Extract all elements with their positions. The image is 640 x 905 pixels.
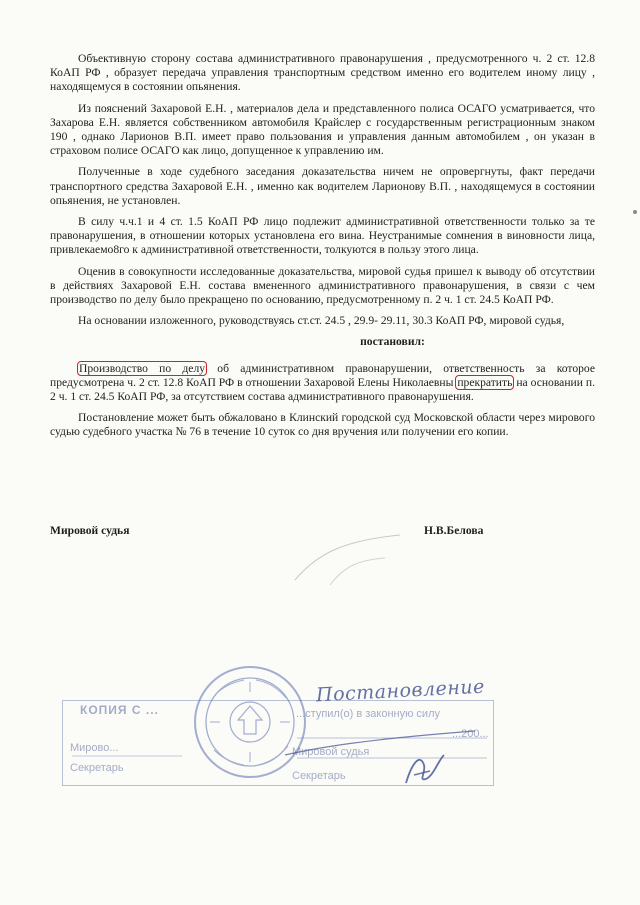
document-body — [50, 52, 595, 447]
stamp-judge-label-left: Мирово... — [70, 742, 119, 754]
paragraph-ruling — [50, 362, 595, 405]
paragraph-evidence: Полученные в ходе судебного заседания доказательства ничем не опровергнуты, факт передачи транспортного средства Захаровой Е.Н. , именно как водителем Ларионову В.П. , находящемуся в состоянии опьянения, не установлен. — [50, 165, 595, 207]
signature-name: Н.В.Белова — [424, 524, 484, 537]
stamp-entered-force: ...ступил(о) в законную силу — [296, 708, 440, 720]
paragraph-explanations: Из пояснений Захаровой Е.Н. , материалов дела и представленного полиса ОСАГО усматривается, что Захарова Е.Н. является собственником автомобиля Крайслер с государственным регистрационным знаком 190 , однако Ларионов В.П. имеет право пользования и управления данным автомобилем , он указан в страховом полисе ОСАГО как лицо, допущенное к управлению им. — [50, 101, 595, 158]
paragraph-grounds: На основании изложенного, руководствуясь ст.ст. 24.5 , 29.9- 29.11, 30.3 КоАП РФ, мировой судья, — [78, 314, 565, 328]
stamp-ink-strokes — [280, 725, 480, 765]
paragraph-appeal: Постановление может быть обжаловано в Клинский городской суд Московской области через мирового судью судебного участка № 76 в течение 10 суток со дня вручения или получении его копии. — [50, 411, 595, 439]
paragraph-law-article: В силу ч.ч.1 и 4 ст. 1.5 КоАП РФ лицо подлежит административной ответственности только за те правонарушения, в отношении которых установлена его вина. Неустранимые сомнения в виновности лица, привлекаемо8го к административной ответственности, толкуются в пользу этого лица. — [50, 215, 595, 257]
ruling-heading: постановил: — [360, 335, 425, 349]
ruling-text-part-2: на основании п. 2 ч. 1 ст. 24.5 КоАП РФ, за отсутствием состава административного правонарушения. — [50, 375, 595, 404]
stamp-secretary: Секретарь — [292, 770, 346, 782]
stamp-date-year: ...200... — [452, 728, 489, 740]
paragraph-conclusion: Оценив в совокупности исследованные доказательства, мировой судья пришел к выводу об отсутствии в действиях Захаровой Е.Н. состава вмененного административного правонарушения, в связи с чем производство по делу было прекращено по основанию, предусмотренному п. 2 ч. 1 ст. 24.5 КоАП РФ. — [50, 264, 595, 307]
margin-mark — [633, 210, 637, 214]
stamp-secretary-left: Секретарь — [70, 762, 124, 774]
signature-scribble — [290, 530, 410, 590]
copy-stamp-title: КОПИЯ С ... — [80, 703, 159, 717]
paragraph-objective-side: Объективную сторону состава административного правонарушения , предусмотренного ч. 2 ст. 12.8 КоАП РФ , образует передача управления транспортным средством именно его водителем иному лицу , находящемуся в состоянии опьянения. — [50, 52, 595, 94]
highlight-proceedings: Производство по делу — [79, 361, 206, 375]
signature-title: Мировой судья — [50, 524, 130, 537]
stamp-judge-label: Мировой судья — [292, 746, 370, 758]
stamp-handwritten-word: Постановление — [315, 675, 486, 707]
ruling-text-part-1: об административном правонарушении, ответственность за которое предусмотрена ч. 2 ст. 12.8 КоАП РФ в отношении Захаровой Елены Николаевны — [50, 361, 595, 389]
highlight-terminate: прекратить — [457, 375, 513, 389]
